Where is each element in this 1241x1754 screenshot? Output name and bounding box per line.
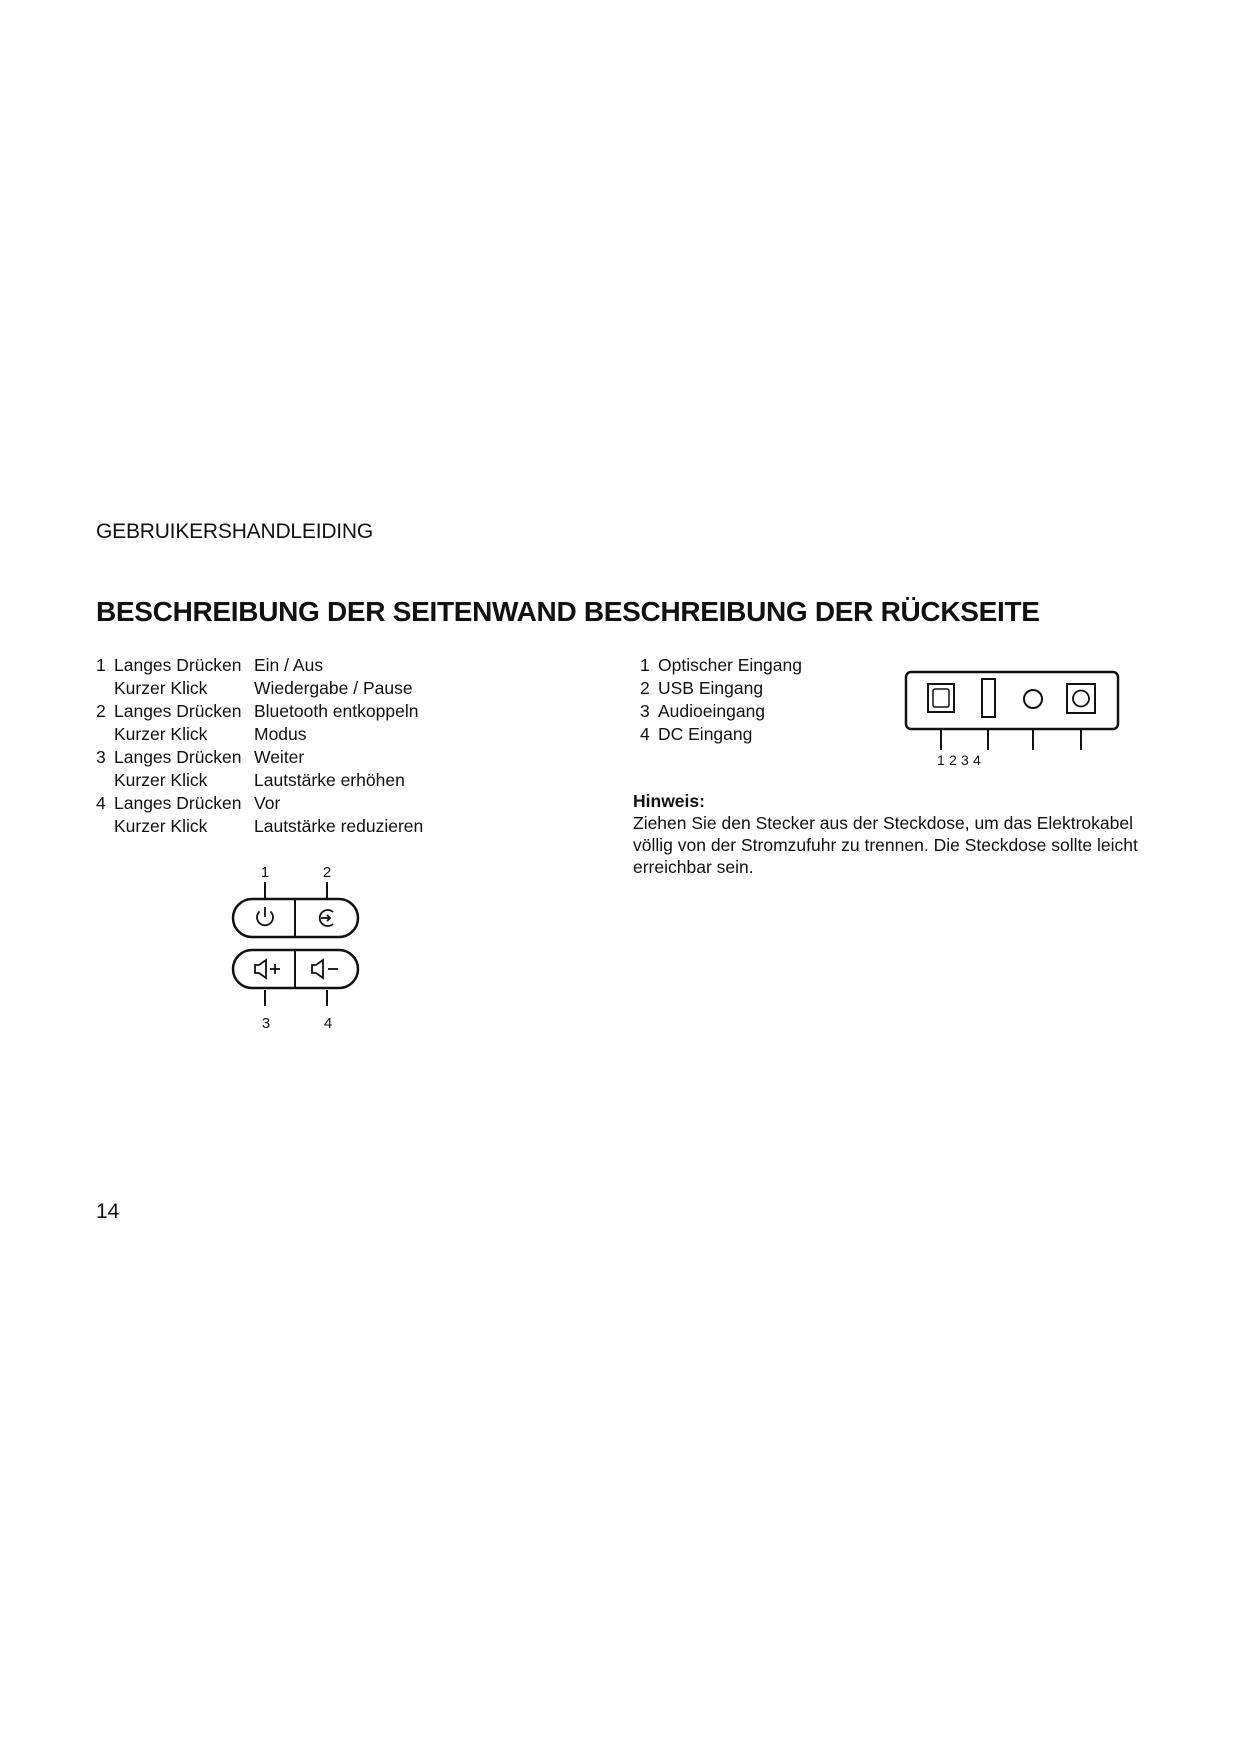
back-panel-list bbox=[640, 654, 802, 746]
row-label: USB Eingang bbox=[658, 678, 764, 698]
row-number: 1 bbox=[640, 655, 650, 675]
row-function: Modus bbox=[254, 724, 307, 744]
section-title: BESCHREIBUNG DER SEITENWAND BESCHREIBUNG DER RÜCKSEITE bbox=[96, 596, 1040, 627]
row-number: 1 bbox=[96, 655, 106, 675]
row-function: Lautstärke reduzieren bbox=[254, 816, 424, 836]
note-block bbox=[633, 790, 1153, 878]
row-label: Optischer Eingang bbox=[658, 655, 802, 675]
row-number: 3 bbox=[96, 747, 106, 767]
page-number: 14 bbox=[96, 1200, 120, 1223]
diagram-label-2: 2 bbox=[322, 864, 332, 881]
back-panel-row bbox=[640, 654, 802, 677]
side-panel-row bbox=[96, 769, 423, 792]
diagram-label-4: 4 bbox=[323, 1015, 333, 1032]
document-header: GEBRUIKERSHANDLEIDING bbox=[96, 520, 374, 543]
connector-label-2: 2 bbox=[949, 752, 957, 768]
note-text: Ziehen Sie den Stecker aus der Steckdose, um das Elektrokabel völlig von der Stromzufuhr zu trennen. Die Steckdose sollte leicht erreichbar sein. bbox=[633, 813, 1138, 877]
side-panel-list bbox=[96, 654, 423, 838]
side-panel-row bbox=[96, 654, 423, 677]
row-number: 2 bbox=[96, 701, 106, 721]
row-function: Wiedergabe / Pause bbox=[254, 678, 413, 698]
back-panel-outline bbox=[906, 672, 1118, 729]
back-panel-row bbox=[640, 723, 802, 746]
back-panel-row bbox=[640, 677, 802, 700]
row-function: Vor bbox=[254, 793, 281, 813]
row-action: Langes Drücken bbox=[114, 701, 242, 721]
note-title: Hinweis: bbox=[633, 791, 705, 811]
row-action: Kurzer Klick bbox=[114, 816, 208, 836]
row-number: 4 bbox=[96, 793, 106, 813]
row-action: Langes Drücken bbox=[114, 655, 242, 675]
diagram-label-3: 3 bbox=[261, 1015, 271, 1032]
back-panel-diagram bbox=[900, 668, 1130, 768]
back-panel-row bbox=[640, 700, 802, 723]
side-panel-diagram bbox=[220, 860, 380, 1045]
row-label: Audioeingang bbox=[658, 701, 766, 721]
side-panel-row bbox=[96, 700, 423, 723]
row-number bbox=[96, 723, 114, 746]
row-number: 3 bbox=[640, 701, 650, 721]
connector-label-4: 4 bbox=[973, 752, 981, 768]
row-number bbox=[96, 815, 114, 838]
row-number bbox=[96, 769, 114, 792]
side-panel-row bbox=[96, 792, 423, 815]
row-action: Kurzer Klick bbox=[114, 678, 208, 698]
connector-label-3: 3 bbox=[961, 752, 969, 768]
row-action: Kurzer Klick bbox=[114, 770, 208, 790]
connector-label-1: 1 bbox=[937, 752, 945, 768]
row-function: Lautstärke erhöhen bbox=[254, 770, 405, 790]
row-function: Weiter bbox=[254, 747, 305, 767]
row-number: 4 bbox=[640, 724, 650, 744]
row-function: Bluetooth entkoppeln bbox=[254, 701, 419, 721]
side-panel-row bbox=[96, 677, 423, 700]
row-number bbox=[96, 677, 114, 700]
row-action: Langes Drücken bbox=[114, 793, 242, 813]
side-panel-row bbox=[96, 746, 423, 769]
row-label: DC Eingang bbox=[658, 724, 753, 744]
diagram-label-1: 1 bbox=[260, 864, 270, 881]
side-panel-row bbox=[96, 815, 423, 838]
side-panel-row bbox=[96, 723, 423, 746]
row-action: Langes Drücken bbox=[114, 747, 242, 767]
row-function: Ein / Aus bbox=[254, 655, 324, 675]
row-number: 2 bbox=[640, 678, 650, 698]
row-action: Kurzer Klick bbox=[114, 724, 208, 744]
